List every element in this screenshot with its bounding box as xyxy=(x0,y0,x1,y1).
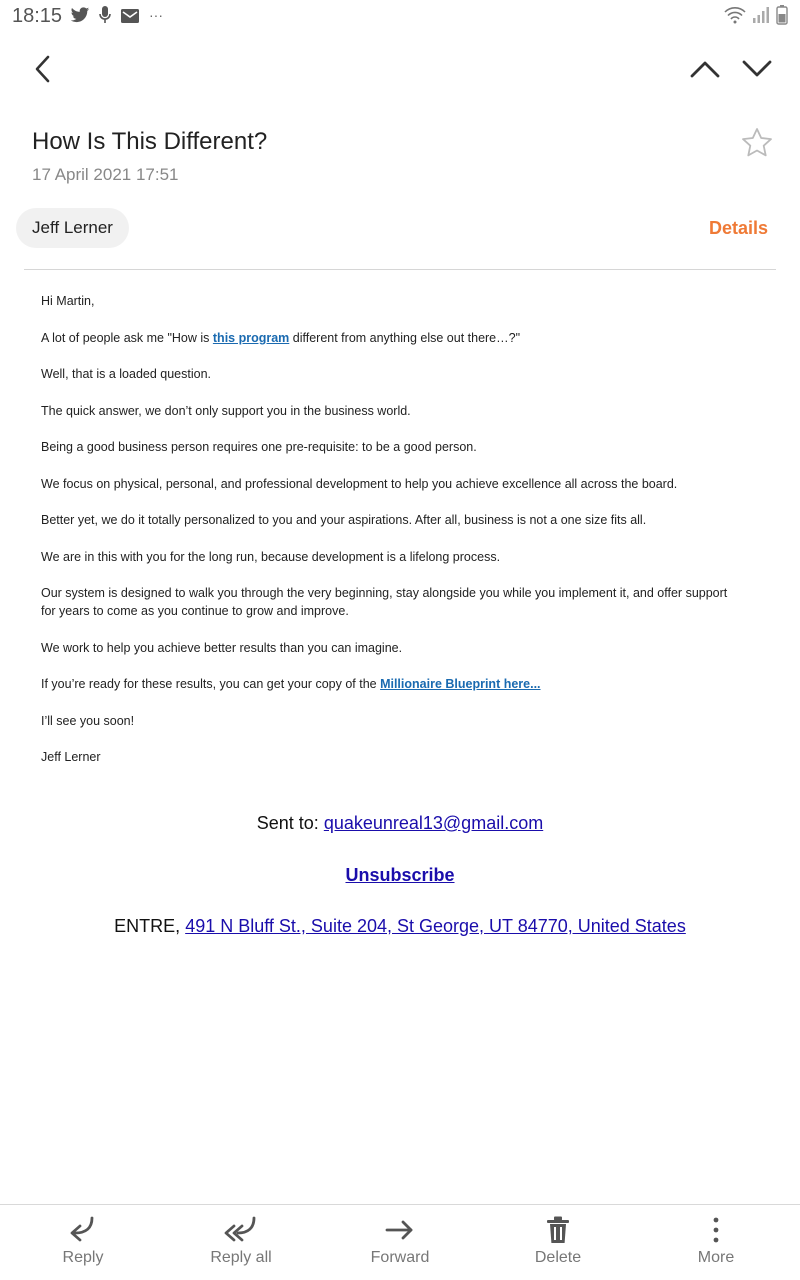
sent-to-line xyxy=(0,813,800,834)
battery-icon xyxy=(776,5,788,25)
company-name: ENTRE, xyxy=(114,916,186,936)
reply-all-button[interactable] xyxy=(181,1215,301,1267)
star-button[interactable] xyxy=(740,126,774,160)
body-paragraph: Being a good business person requires one pre-requisite: to be a good person. xyxy=(41,440,477,454)
forward-button[interactable] xyxy=(340,1215,460,1267)
paragraph-text: A lot of people ask me "How is xyxy=(41,330,213,345)
reply-all-label: Reply all xyxy=(210,1249,272,1266)
next-email-button[interactable] xyxy=(740,52,774,86)
body-paragraph: The quick answer, we don’t only support you in the business world. xyxy=(41,403,411,418)
body-paragraph: I’ll see you soon! xyxy=(41,713,135,728)
unsubscribe-line xyxy=(0,865,800,886)
back-arrow-icon xyxy=(28,52,60,86)
bottom-toolbar xyxy=(0,1204,800,1280)
greeting: Hi Martin, xyxy=(41,294,95,308)
signature: Jeff Lerner xyxy=(41,750,101,764)
reply-icon xyxy=(66,1215,100,1245)
details-button[interactable]: Details xyxy=(708,218,768,238)
more-notifications-icon: ··· xyxy=(149,7,163,23)
trash-icon xyxy=(543,1215,573,1245)
status-time: 18:15 xyxy=(12,5,63,27)
address-line xyxy=(0,916,800,937)
body-paragraph: Our system is designed to walk you through the very beginning, stay alongside you while you implement it, and offer support for years to come as you continue to grow and improve. xyxy=(41,586,728,618)
chevron-down-icon xyxy=(740,52,774,86)
microphone-icon xyxy=(99,6,111,24)
delete-label: Delete xyxy=(534,1249,582,1266)
body-paragraph: Well, that is a loaded question. xyxy=(41,367,212,381)
email-body xyxy=(41,292,741,785)
notification-icons xyxy=(70,6,163,24)
twitter-icon xyxy=(70,7,90,24)
chevron-up-icon xyxy=(688,52,722,86)
sender-chip[interactable]: Jeff Lerner xyxy=(16,208,129,248)
header-divider xyxy=(24,269,776,270)
wifi-icon xyxy=(724,6,746,24)
forward-label: Forward xyxy=(370,1249,430,1266)
paragraph-text: If you’re ready for these results, you can get your copy of the xyxy=(41,677,381,691)
body-paragraph: We are in this with you for the long run, because development is a lifelong process. xyxy=(41,549,501,564)
address-link[interactable]: 491 N Bluff St., Suite 204, St George, UT 84770, United States xyxy=(185,916,686,936)
email-subject: How Is This Different? xyxy=(32,128,268,155)
signal-icon xyxy=(752,6,770,24)
mail-icon xyxy=(120,6,140,24)
unsubscribe-link[interactable]: Unsubscribe xyxy=(345,865,455,885)
system-icons xyxy=(724,5,788,25)
reply-label: Reply xyxy=(62,1249,104,1266)
more-button[interactable] xyxy=(656,1215,776,1267)
more-label: More xyxy=(697,1249,735,1266)
body-paragraph xyxy=(41,329,741,347)
body-paragraph: We work to help you achieve better results than you can imagine. xyxy=(41,640,403,655)
paragraph-text: different from anything else out there…?" xyxy=(289,330,521,345)
recipient-email-link[interactable]: quakeunreal13@gmail.com xyxy=(323,813,544,833)
reply-button[interactable] xyxy=(23,1215,143,1267)
back-button[interactable] xyxy=(28,52,60,86)
reply-all-icon xyxy=(223,1215,259,1245)
this-program-link[interactable]: this program xyxy=(212,330,290,345)
previous-email-button[interactable] xyxy=(688,52,722,86)
body-paragraph xyxy=(41,675,741,693)
star-icon xyxy=(740,126,774,160)
more-vertical-icon xyxy=(701,1215,731,1245)
forward-arrow-icon xyxy=(383,1215,417,1245)
delete-button[interactable] xyxy=(498,1215,618,1267)
body-paragraph: Better yet, we do it totally personalized to you and your aspirations. After all, business is not a one size fits all. xyxy=(41,513,647,527)
status-bar xyxy=(0,0,800,34)
sent-to-label: Sent to: xyxy=(256,813,324,833)
email-date: 17 April 2021 17:51 xyxy=(32,165,179,184)
millionaire-blueprint-link[interactable]: Millionaire Blueprint here... xyxy=(380,677,541,691)
body-paragraph: We focus on physical, personal, and professional development to help you achieve excellence all across the board. xyxy=(41,476,678,491)
